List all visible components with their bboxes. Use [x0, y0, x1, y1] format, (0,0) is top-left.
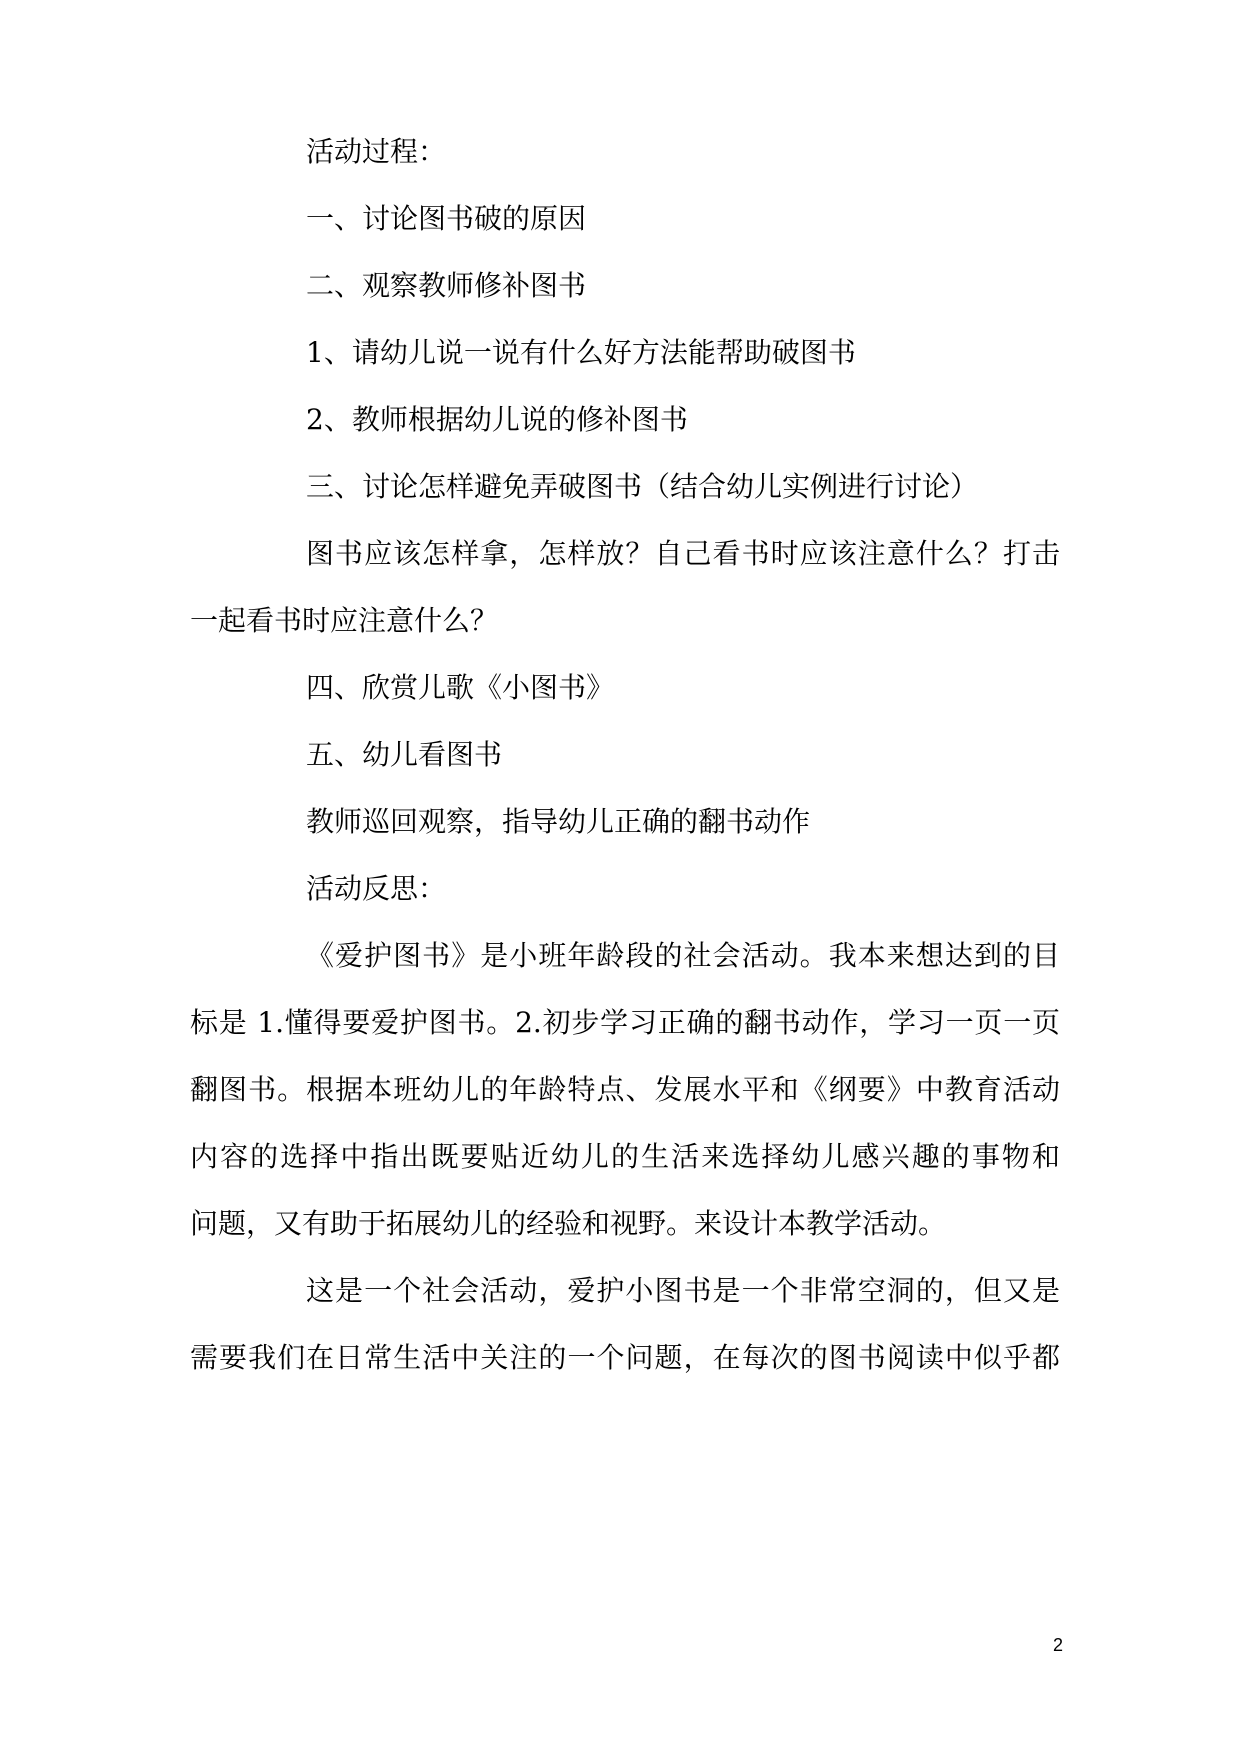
- section-heading-activity-process: 活动过程：: [306, 135, 447, 168]
- paragraph-line: 一起看书时应注意什么？: [190, 604, 499, 637]
- paragraph-line: 教师巡回观察，指导幼儿正确的翻书动作: [306, 805, 811, 838]
- paragraph-line: 需要我们在日常生活中关注的一个问题，在每次的图书阅读中似乎都: [190, 1341, 1060, 1374]
- paragraph-line: 这是一个社会活动，爱护小图书是一个非常空洞的，但又是: [306, 1274, 1060, 1307]
- paragraph-line: 《爱护图书》是小班年龄段的社会活动。我本来想达到的目: [306, 939, 1060, 972]
- paragraph-line: 问题，又有助于拓展幼儿的经验和视野。来设计本教学活动。: [190, 1207, 947, 1240]
- step-one-heading: 一、讨论图书破的原因: [306, 202, 587, 235]
- step-two-heading: 二、观察教师修补图书: [306, 269, 587, 302]
- step-five-heading: 五、幼儿看图书: [306, 738, 503, 771]
- section-heading-activity-reflection: 活动反思：: [306, 872, 447, 905]
- paragraph-line: 图书应该怎样拿，怎样放？自己看书时应该注意什么？打击: [306, 537, 1060, 570]
- substep-one: 1、请幼儿说一说有什么好方法能帮助破图书: [306, 336, 856, 369]
- paragraph-line: 内容的选择中指出既要贴近幼儿的生活来选择幼儿感兴趣的事物和: [190, 1140, 1060, 1173]
- step-four-heading: 四、欣赏儿歌《小图书》: [306, 671, 615, 704]
- paragraph-line: 翻图书。根据本班幼儿的年龄特点、发展水平和《纲要》中教育活动: [190, 1073, 1060, 1106]
- substep-two: 2、教师根据幼儿说的修补图书: [306, 403, 688, 436]
- step-three-heading: 三、讨论怎样避免弄破图书（结合幼儿实例进行讨论）: [306, 470, 979, 503]
- paragraph-line: 标是 1.懂得要爱护图书。2.初步学习正确的翻书动作，学习一页一页: [190, 1006, 1060, 1039]
- page-number: 2: [1052, 1635, 1063, 1655]
